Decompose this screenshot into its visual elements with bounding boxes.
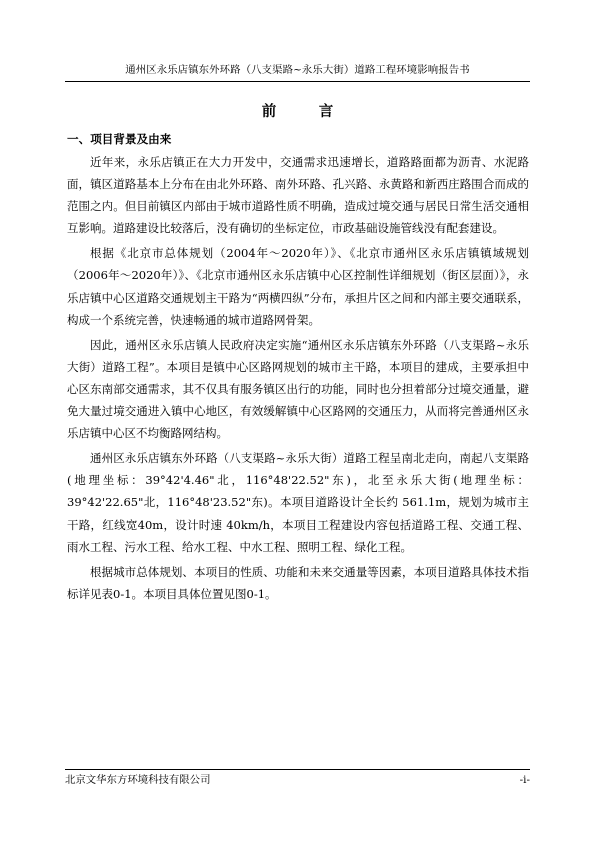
- paragraph-4: 通州区永乐店镇东外环路（八支渠路~永乐大街）道路工程呈南北走向，南起八支渠路(地理坐标：39°42'4.46"北，116°48'22.52"东)，北至永乐大街(地理坐标：39°42'22.65"北，116°48'23.52"东)。本项目道路设计全长约 561.1m，规划为城市主干路，红线宽40m，设计时速 40km/h，本项目工程建设内容包括道路工程、交通工程、雨水工程、污水工程、给水工程、中水工程、照明工程、绿化工程。: [67, 451, 529, 554]
- paragraph-3: 因此，通州区永乐店镇人民政府决定实施“通州区永乐店镇东外环路（八支渠路~永乐大街）道路工程”。本项目是镇中心区路网规划的城市主干路，本项目的建成，主要承担中心区东南部交通需求，其不仅具有服务镇区出行的功能，同时也分担着部分过境交通量，避免大量过境交通进入镇中心地区，有效缓解镇中心区路网的交通压力，从而将完善通州区永乐店镇中心区不均衡路网结构。: [67, 337, 529, 441]
- page-title: 前 言: [261, 103, 348, 120]
- footer-company: 北京文华东方环境科技有限公司: [65, 774, 211, 786]
- paragraph-5: 根据城市总体规划、本项目的性质、功能和未来交通量等因素，本项目道路具体技术指标详见表0-1。本项目具体位置见图0-1。: [67, 564, 529, 601]
- document-header: [65, 63, 530, 82]
- paragraph-2: 根据《北京市总体规划（2004年～2020年）》、《北京市通州区永乐店镇镇域规划（2006年～2020年）》、《北京市通州区永乐店镇中心区控制性详细规划（街区层面）》，永乐店镇中心区道路交通规划主干路为“两横四纵”分布，承担片区之间和内部主要交通联系，构成一个系统完善，快速畅通的城市道路网骨架。: [67, 246, 529, 327]
- body-text: [67, 151, 529, 608]
- page-number: -i-: [519, 774, 530, 786]
- paragraph-1: 近年来，永乐店镇正在大力开发中，交通需求迅速增长，道路路面都为沥青、水泥路面，镇区道路基本上分布在由北外环路、南外环路、孔兴路、永黄路和新西庄路围合而成的范围之内。但目前镇区内部由于城市道路性质不明确，造成过境交通与居民日常生活交通相互影响。道路建设比较落后，没有确切的坐标定位，市政基础设施管线没有配套建设。: [67, 155, 529, 236]
- header-title: 通州区永乐店镇东外环路（八支渠路~永乐大街）道路工程环境影响报告书: [125, 64, 470, 76]
- section-heading: 一、项目背景及由来: [67, 132, 172, 146]
- document-footer: [65, 769, 530, 787]
